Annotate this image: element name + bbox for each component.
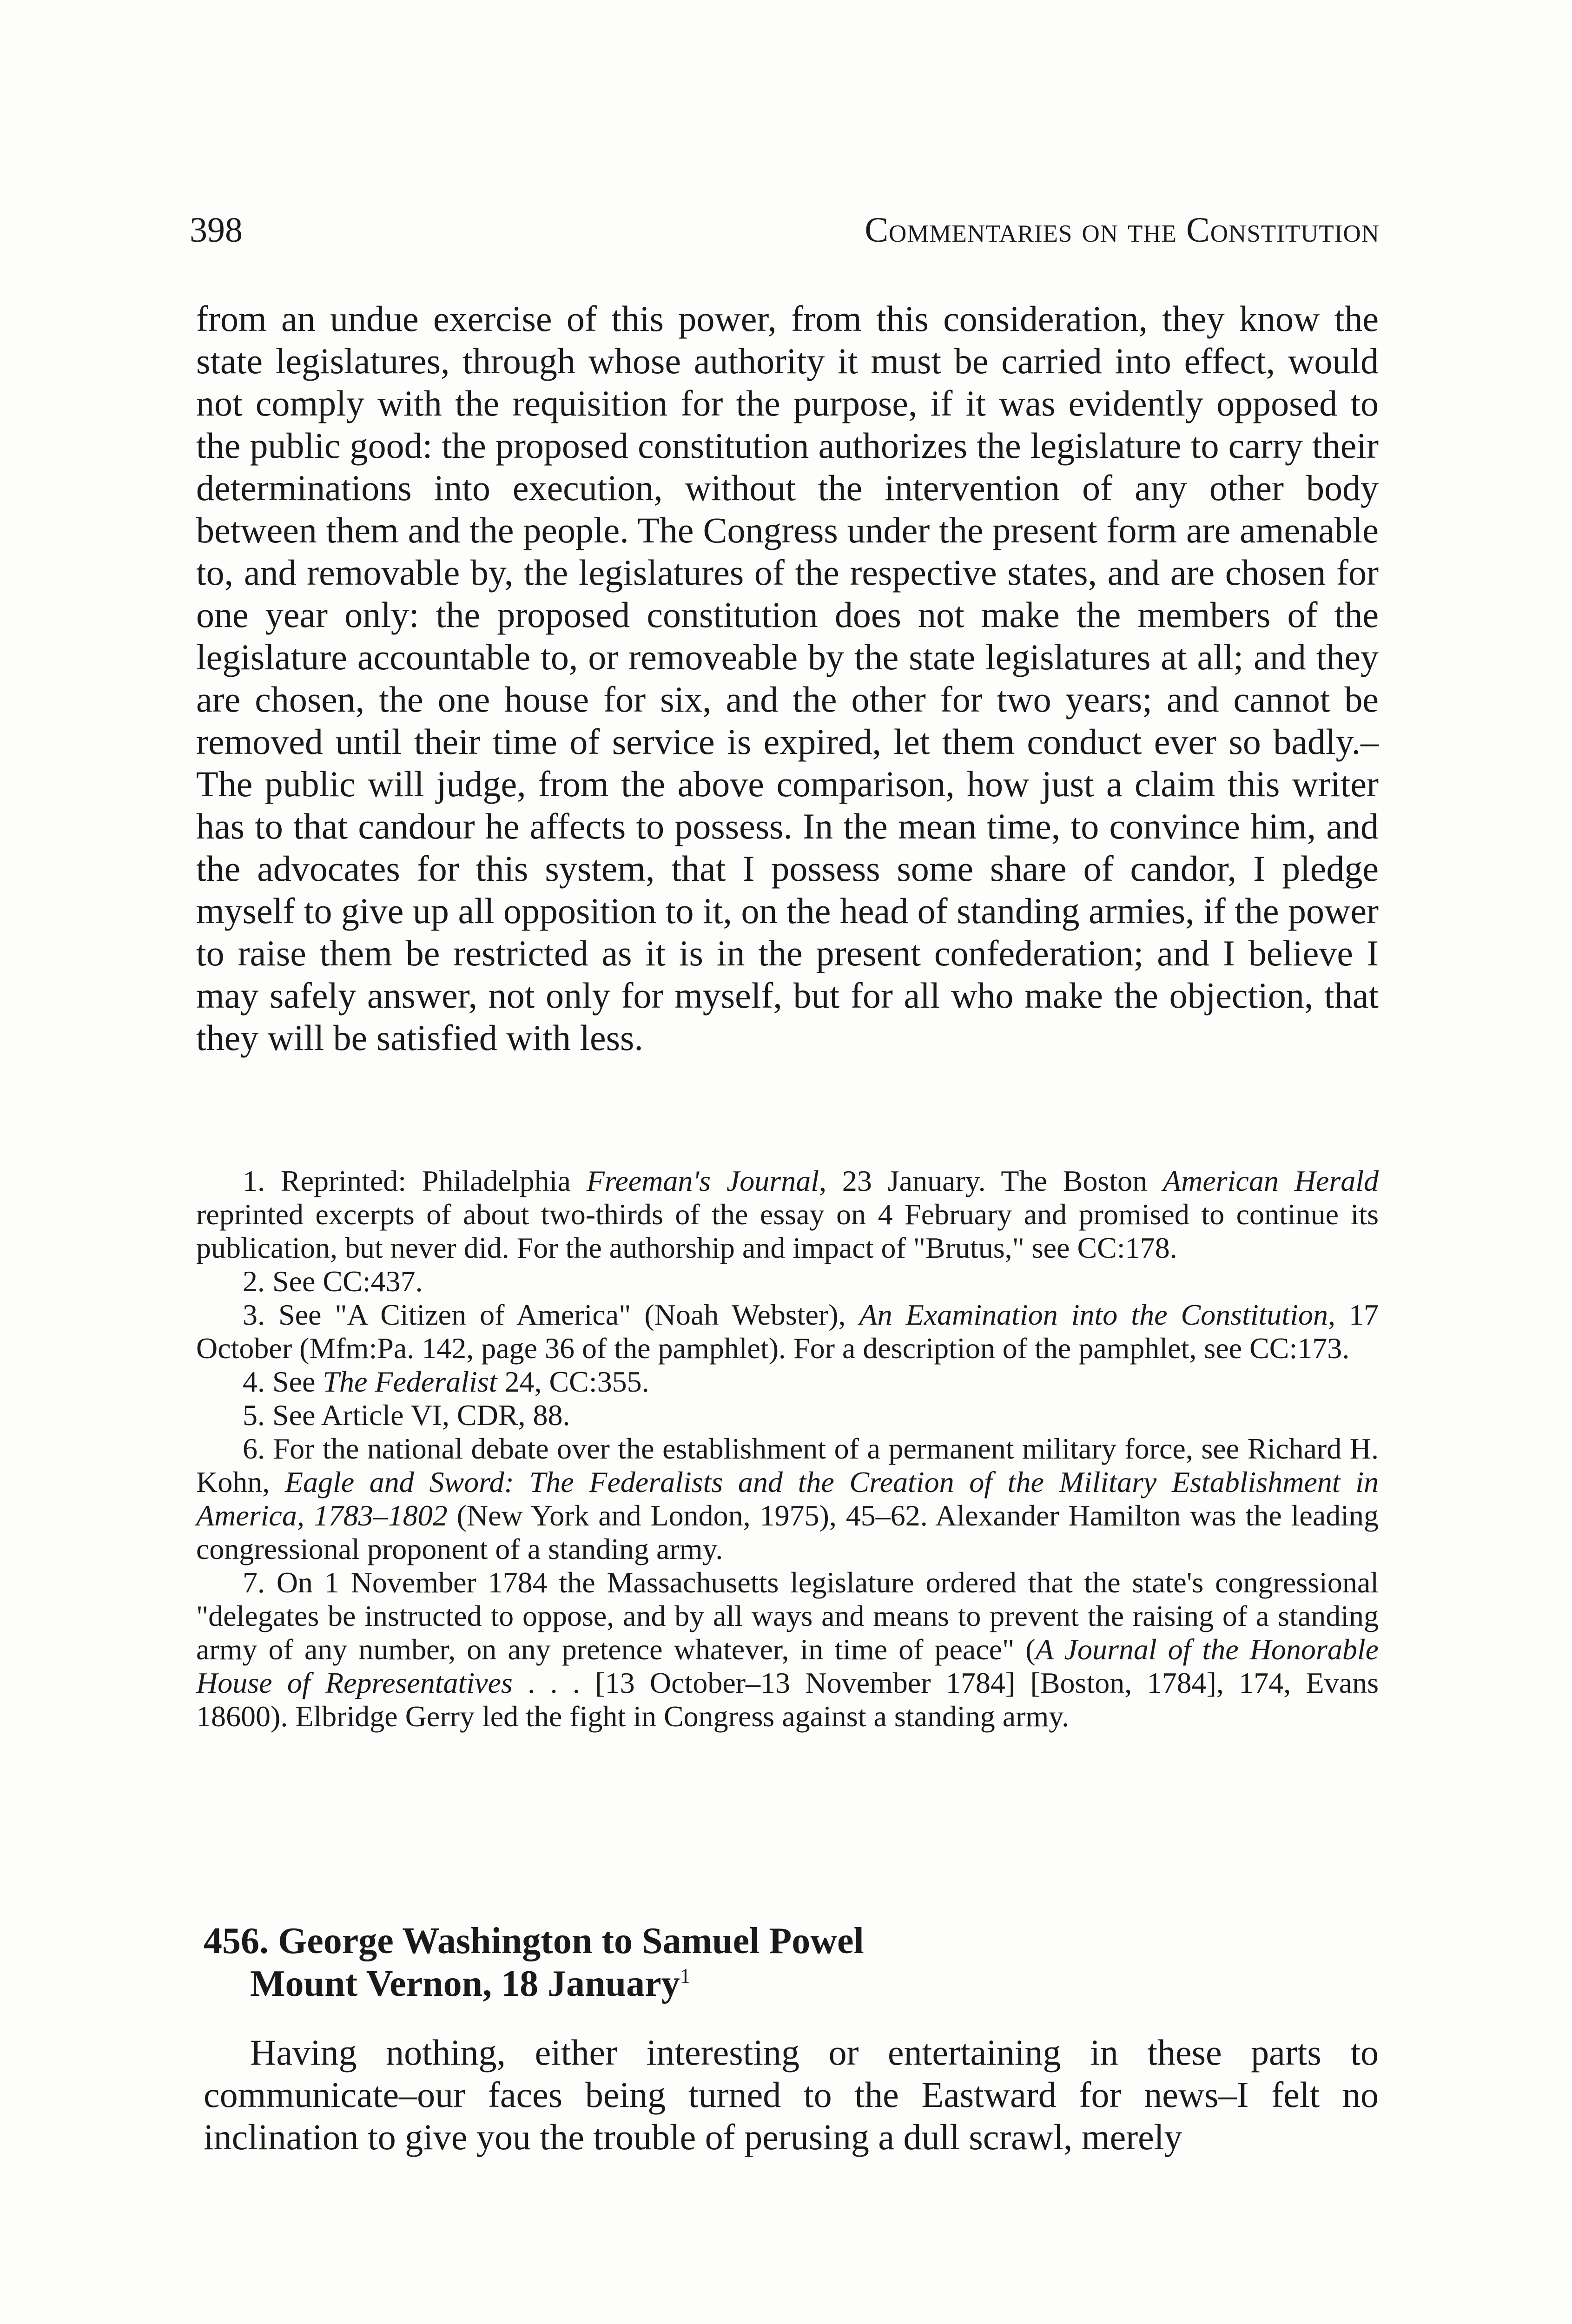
document-place-date: Mount Vernon, 18 January$^1$ — [250, 1963, 691, 2004]
footnotes — [196, 1164, 1379, 1733]
heading-note-ref: 1 — [680, 1964, 691, 1988]
body-paragraph: from an undue exercise of this power, from this consideration, they know the state legislatures, through whose authority it must be carried into effect, would not comply with the requisition for the purpose, if it was evidently opposed to the public good: the proposed constitution authorizes the legislature to carry their determinations into execution, without the intervention of any other body between them and the people. The Congress under the present form are amenable to, and removable by, the legislatures of the respective states, and are chosen for one year only: the proposed constitution does not make the members of the legislature accountable to, or removeable by the state legislatures at all; and they are chosen, the one house for six, and the other for two years; and cannot be removed until their time of service is expired, let them conduct ever so badly.–The public will judge, from the above comparison, how just a claim this writer has to that candour he affects to possess. In the mean time, to convince him, and the advocates for this system, that I possess some share of candor, I pledge myself to give up all opposition to it, on the head of standing armies, if the power to raise them be restricted as it is in the present confederation; and I believe I may safely answer, not only for myself, but for all who make the objection, that they will be satisfied with less. — [196, 298, 1379, 1058]
running-head: Commentaries on the Constitution — [865, 211, 1380, 250]
page-header — [190, 209, 1380, 251]
footnote-7: 7. On 1 November 1784 the Massachusetts legislature ordered that the state's congressional "delegates be instructed to oppose, and by all ways and means to prevent the raising of a standing army of any number, on any pretence whatever, in time of peace" (A Journal of the Honorable House of Representatives . . . [13 October–13 November 1784] [Boston, 1784], 174, Evans 18600). Elbridge Gerry led the fight in Congress against a standing army. — [196, 1566, 1379, 1733]
document-heading — [204, 1920, 1379, 2005]
footnote-2: 2. See CC:437. — [243, 1265, 423, 1298]
footnote-3: 3. See "A Citizen of America" (Noah Webster), An Examination into the Constitution, 17 October (Mfm:Pa. 142, page 36 of the pamphlet). For a description of the pamphlet, see CC:173. — [196, 1298, 1379, 1365]
footnote-5: 5. See Article VI, CDR, 88. — [243, 1399, 570, 1432]
footnote-4: 4. See The Federalist 24, CC:355. — [243, 1365, 649, 1398]
page-number: 398 — [190, 211, 243, 250]
footnote-6: 6. For the national debate over the establishment of a permanent military force, see Richard H. Kohn, Eagle and Sword: The Federalists and the Creation of the Military Establishment in America, 1783–1802 (New York and London, 1975), 45–62. Alexander Hamilton was the leading congressional proponent of a standing army. — [196, 1432, 1379, 1565]
footnote-1: 1. Reprinted: Philadelphia Freeman's Journal, 23 January. The Boston American Herald reprinted excerpts of about two-thirds of the essay on 4 February and promised to continue its publication, but never did. For the authorship and impact of "Brutus," see CC:178. — [196, 1164, 1379, 1264]
document-title: 456. George Washington to Samuel Powel — [204, 1921, 864, 1961]
letter-text: Having nothing, either interesting or entertaining in these parts to communicate–our faces being turned to the Eastward for news–I felt no inclination to give you the trouble of perusing a dull scrawl, merely — [204, 2032, 1379, 2157]
